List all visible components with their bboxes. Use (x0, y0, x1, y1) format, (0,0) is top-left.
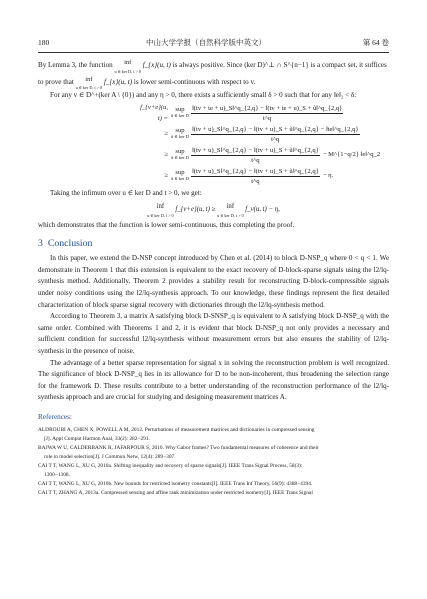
equation-block (138, 103, 389, 187)
reference-item: ALDROUBI A, CHEN X, POWELL A M, 2012. Perturbations of measurement matrices and dictionaries in compressed sensing [J]. Appl Comput Harmon Anal, 33(2): 282−291. (38, 427, 315, 443)
paragraph-for-any: For any v ∈ D^+(ker A \ {0}) and any η > 0, there exists a sufficiently small δ > 0 such that for any ‖e‖₂ < δ: (50, 91, 357, 100)
section-heading: 3 Conclusion (38, 237, 93, 249)
volume-label: 第 64 卷 (362, 37, 389, 47)
running-header (38, 36, 389, 48)
paragraph-proof-end: which demonstrates that the function is lower semi-continuous, thus completing the proof. (38, 220, 295, 229)
reference-list (38, 426, 389, 498)
journal-title: 中山大学学报（自然科学版中英文） (146, 37, 266, 47)
equation-row-2: ≥ sup ũ ∈ ker D ‖(tv + u)_S‖^q_{2,q} − ‖(tv + u)_S + ũ‖^q_{2,q} − ‖te‖^q_{2,q} t^q (164, 125, 359, 143)
page-body (38, 57, 389, 498)
equation-row-3: ≥ sup ũ ∈ ker D $\frac{‖(tv + u)\_S‖\^{}q\_\{2,q\} - ‖(tv + u)\_S + ũ‖\^{}q\_\{2,q\}}{t\^{}q}$ − M^{1−q/2} ‖e‖^q_2 (164, 146, 381, 164)
conclusion-paragraph-2: According to Theorem 3, a matrix A satisfying block D-SNSP_q is equivalent to A satisfying block D-NSP_q with the same order. Combined with Theorems 1 and 2, it is evident that block D-NSP_q not only provides a necessary and sufficient condition for successful l2/lq-synthesis without measurement errors but also ensures the stability of l2/lq-synthesis in the presence of noise. (38, 312, 389, 355)
equation-row-1: f_{v+e}(u, t) = sup ũ ∈ ker D $\frac{‖(tv + te + u)\_S‖\^{}q\_\{2,q\} - ‖(tv + te + u)\_S + ũ‖\^{}q\_\{2,q\}}{t\^{}q}$ (140, 103, 343, 123)
references-heading: References: (38, 412, 72, 421)
inline-inf-2: inf u ∈ ker D, t > 0 (75, 75, 103, 91)
reference-item: CAI T T, WANG L, XU G, 2010b. New bounds for restricted isometry constants[J]. IEEE Trans Inf Theory, 56(9): 4388−4394. (38, 481, 313, 488)
reference-item: CAI T T, ZHANG A, 2013a. Compressed sensing and affine rank minimization under restricted isometry[J]. IEEE Trans Signal (38, 490, 313, 497)
reference-item: BAJWA W U, CALDERBANK R, JAFARPOUR S, 2010. Why Gabor frames? Two fundamental measures of coherence and their role in model selection[J]. J Commun Netw, 12(4): 289−307. (38, 445, 319, 461)
inline-inf: inf u ∈ ker D, t > 0 (114, 59, 141, 74)
page-number: 180 (38, 37, 50, 47)
header-rule (38, 52, 389, 53)
final-equation: inf u ∈ ker D, t > 0 f_{v+e}(u, t) ≥ inf u ∈ ker D, t > 0 f_v(u, t) − η, (147, 203, 280, 218)
reference-item: CAI T T, WANG L, XU G, 2010a. Shifting inequality and recovery of sparse signals[J]. IEEE Trans Signal Process, 58(3): 1300−1308. (38, 463, 303, 479)
paragraph-prove: to prove that inf u ∈ ker D, t > 0 f_{x}(u, t) is lower semi-continuous with respect to v. (38, 75, 256, 91)
conclusion-paragraph-1: In this paper, we extend the D-NSP concept introduced by Chen et al. (2014) to block D-NSP_q where 0 < q < 1. We demonstrate in Theorem 1 that this extension is equivalent to the exact recovery of D-block-sparse signals using the l2/lq-synthesis method. Additionally, Theorem 2 provides a stability result for reconstructing D-block-compressible signals under noisy conditions using the l2/lq-synthesis approach. To our knowledge, these findings represent the first detailed characterization of block sparse signal recovery with dictionaries through the l2/lq-synthesis method. (38, 254, 389, 309)
paragraph-take-infimum: Taking the infimum over u ∈ ker D and t > 0, we get: (50, 188, 202, 197)
paragraph-lemma: By Lemma 3, the function inf u ∈ ker D, t > 0 f_{x}(u, t) is always positive. Since (ker D)^⊥ ∩ S^{n−1} is a compact set, it suffices (38, 59, 387, 74)
equation-row-4: ≥ sup ũ ∈ ker D $\frac{‖(tv + u)\_S‖\^{}q\_\{2,q\} - ‖(tv + u)\_S + ũ‖\^{}q\_\{2,q\}}{t\^{}q}$ − η. (164, 167, 334, 185)
conclusion-paragraph-3: The advantage of a better sparse representation for signal x in solving the reconstruction problem is well recognized. The significance of block D-NSP_q lies in its allowance for D to be non-incoherent, thus broadening the selection range for the framework D. These results contribute to a better understanding of the reconstruction performance of the l2/lq-synthesis approach and are crucial for studying and designing measurement matrices A. (38, 358, 389, 402)
